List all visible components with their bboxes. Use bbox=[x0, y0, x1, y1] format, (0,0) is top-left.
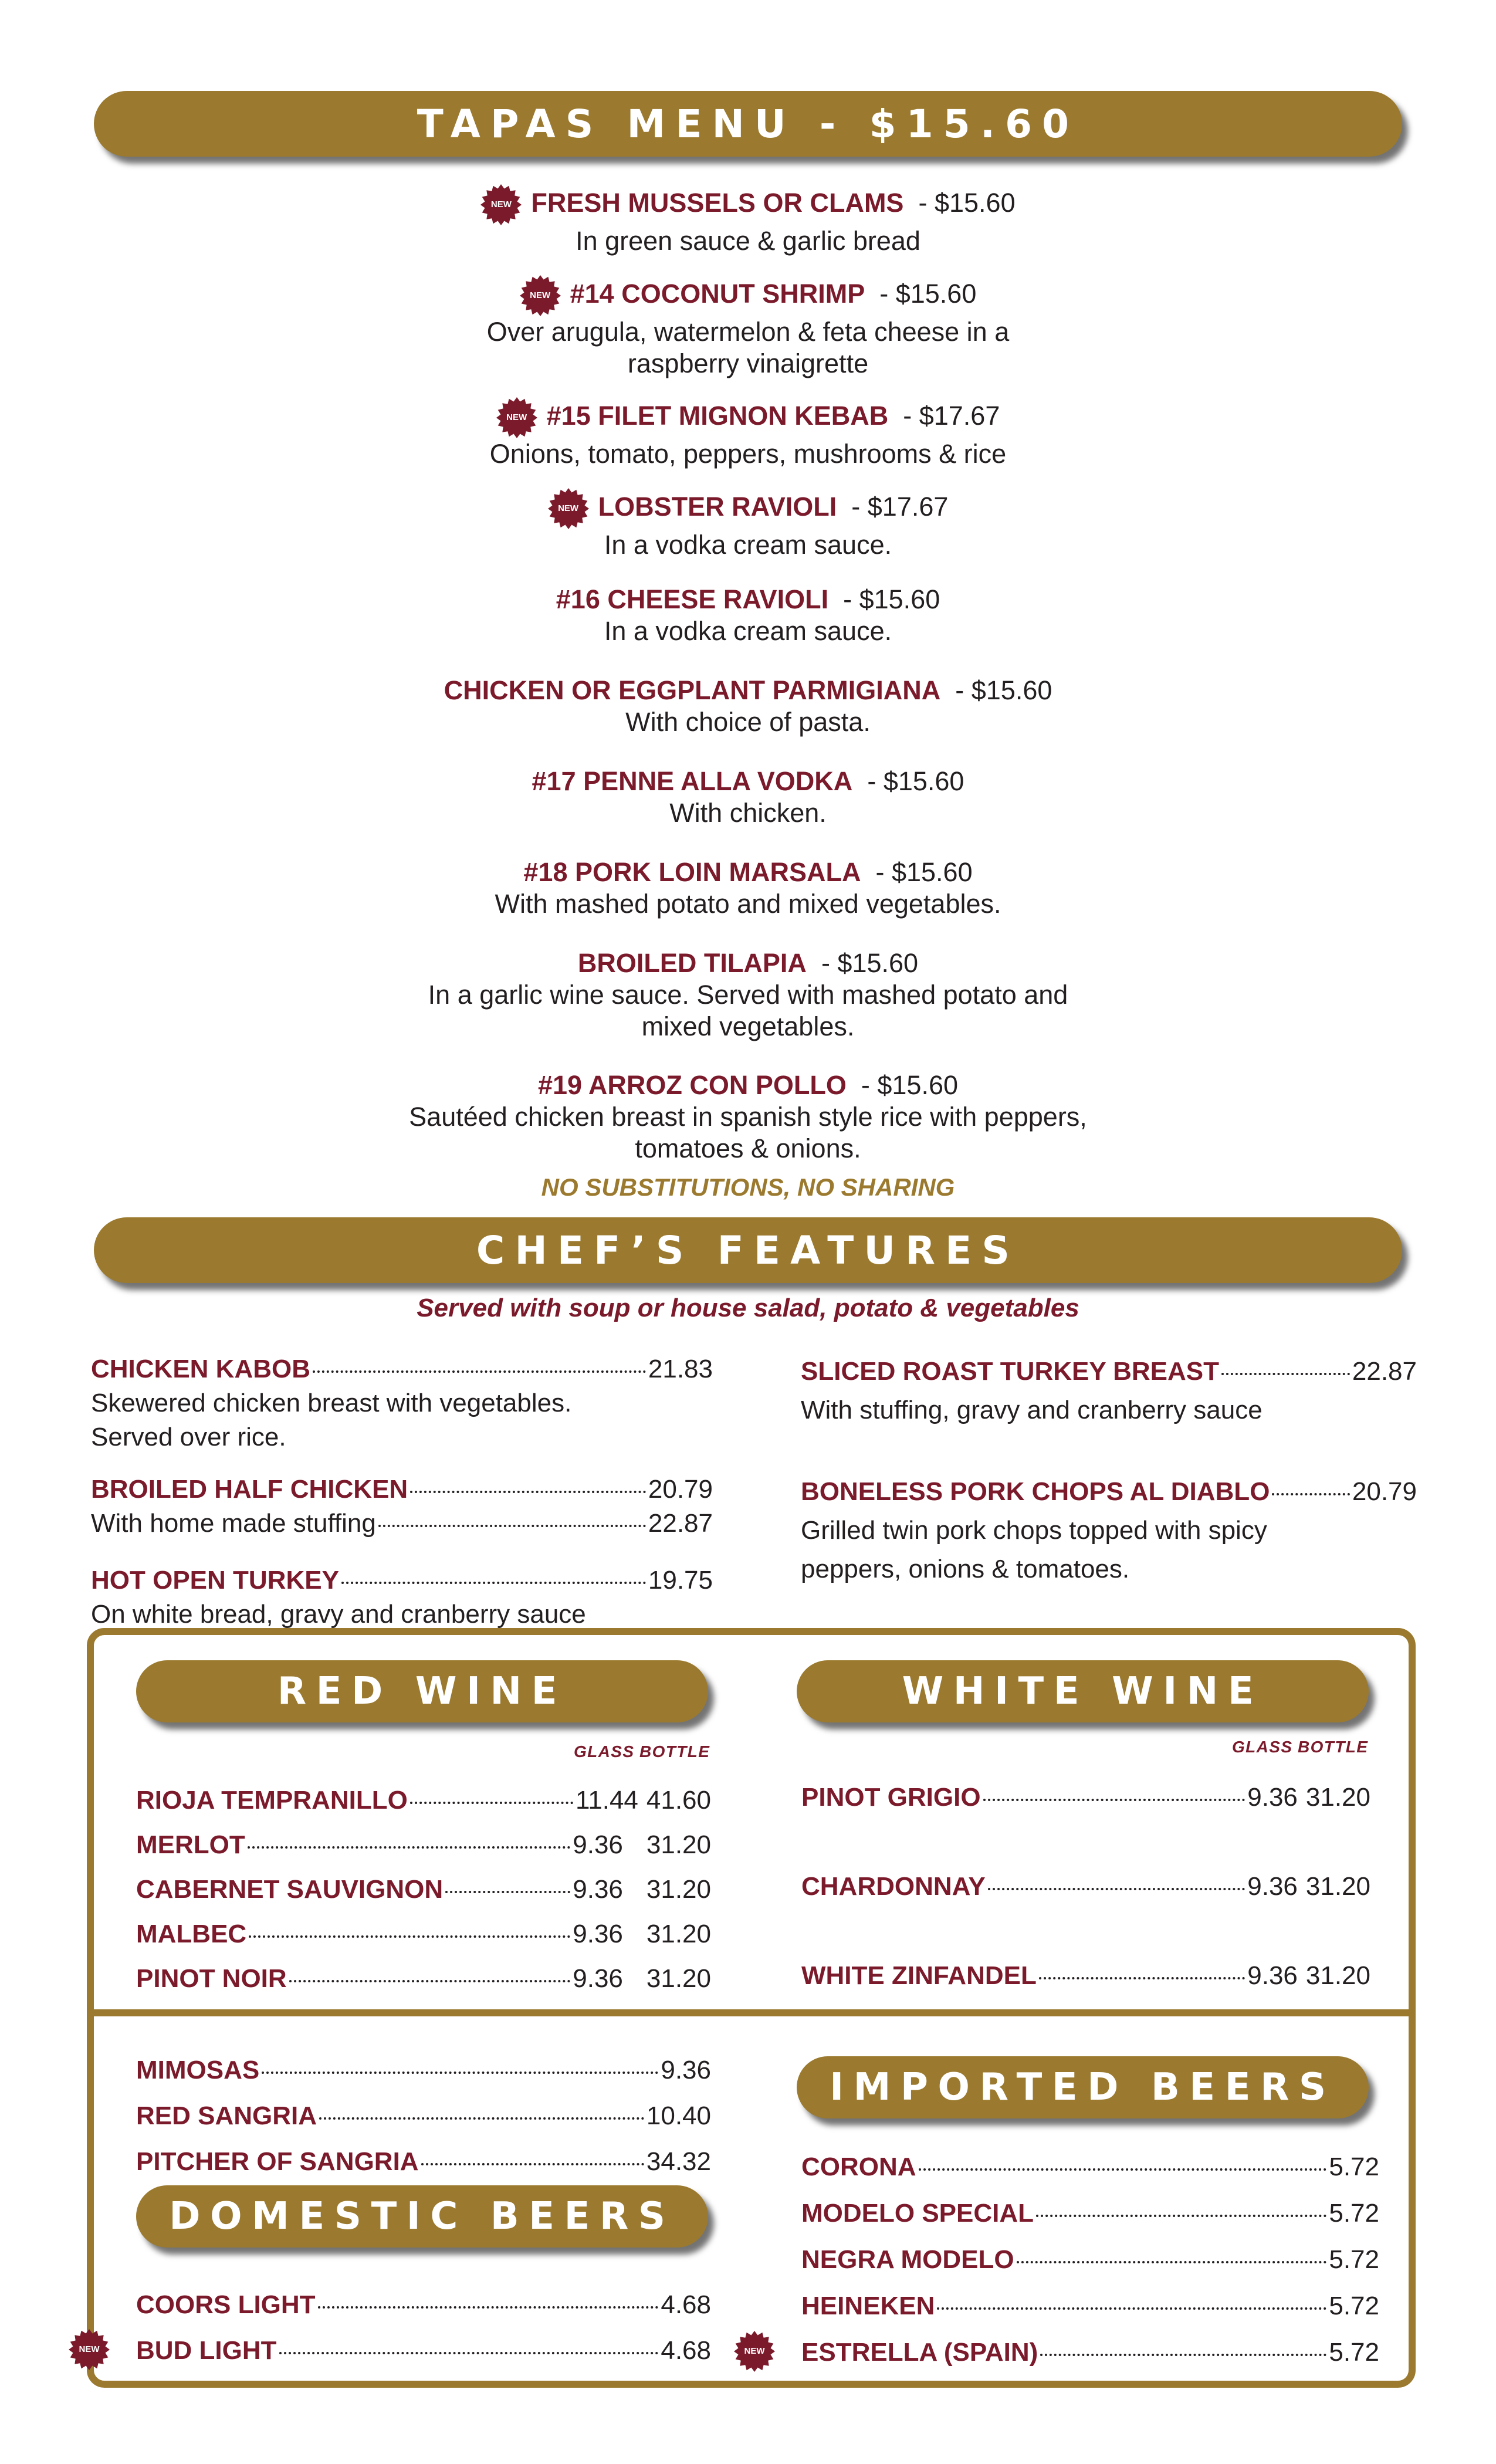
wine-name: MALBEC bbox=[136, 1920, 247, 1948]
red-bottle-header: BOTTLE bbox=[639, 1742, 710, 1761]
price-row bbox=[801, 2196, 1379, 2231]
leader-line bbox=[91, 1563, 713, 1597]
no-substitutions-note: NO SUBSTITUTIONS, NO SHARING bbox=[541, 1173, 955, 1201]
dot-leader bbox=[318, 2306, 659, 2309]
dot-leader bbox=[249, 1935, 570, 1938]
wine-bottle-price: 31.20 bbox=[1305, 1961, 1370, 1990]
new-badge-icon bbox=[69, 2329, 110, 2370]
item-name: BROILED HALF CHICKEN bbox=[91, 1475, 408, 1504]
item-price: 4.68 bbox=[661, 2336, 711, 2365]
dot-leader bbox=[262, 2072, 658, 2074]
tapas-item-description: mixed vegetables. bbox=[641, 1011, 855, 1041]
white-glass-header: GLASS bbox=[1232, 1738, 1293, 1756]
wine-bottle-price: 31.20 bbox=[646, 1875, 711, 1904]
tapas-item-heading bbox=[252, 675, 1244, 706]
item-price: 5.72 bbox=[1329, 2338, 1379, 2367]
wine-bottle-price: 31.20 bbox=[646, 1830, 711, 1859]
chef-feature-description: Grilled twin pork chops topped with spicy bbox=[801, 1516, 1267, 1545]
dot-leader bbox=[988, 1888, 1245, 1890]
tapas-item bbox=[252, 675, 1244, 738]
leader-line bbox=[91, 1473, 713, 1507]
new-badge-label: NEW bbox=[558, 503, 579, 513]
tapas-item bbox=[252, 280, 1244, 380]
wine-name: RIOJA TEMPRANILLO bbox=[136, 1786, 408, 1815]
imported-beers-title: IMPORTED BEERS bbox=[830, 2066, 1336, 2109]
wine-bottle-price: 31.20 bbox=[646, 1920, 711, 1948]
wine-name: PINOT NOIR bbox=[136, 1964, 287, 1993]
tapas-item-description: With choice of pasta. bbox=[625, 707, 871, 737]
dot-leader bbox=[378, 1525, 646, 1527]
dot-leader bbox=[289, 1980, 571, 1982]
chef-feature-description: peppers, onions & tomatoes. bbox=[801, 1555, 1130, 1583]
dot-leader bbox=[1040, 2354, 1326, 2356]
leader-line bbox=[91, 1352, 713, 1386]
wine-glass-price: 9.36 bbox=[573, 1920, 623, 1948]
chef-feature-description: With stuffing, gravy and cranberry sauce bbox=[801, 1396, 1263, 1424]
tapas-item-price: - $15.60 bbox=[879, 278, 977, 309]
imported-beers-banner bbox=[797, 2056, 1369, 2118]
item-price: 5.72 bbox=[1329, 2152, 1379, 2181]
tapas-item bbox=[252, 189, 1244, 257]
wine-bottle-price: 31.20 bbox=[1305, 1783, 1370, 1812]
price-row bbox=[136, 2099, 711, 2133]
tapas-banner bbox=[94, 91, 1402, 157]
item-price: 19.75 bbox=[648, 1566, 713, 1595]
item-name: PITCHER OF SANGRIA bbox=[136, 2147, 419, 2176]
tapas-item-description: With mashed potato and mixed vegetables. bbox=[495, 889, 1001, 919]
new-badge-icon bbox=[548, 488, 589, 529]
red-glass-header: GLASS bbox=[574, 1742, 635, 1761]
tapas-item bbox=[252, 584, 1244, 647]
tapas-item-description: raspberry vinaigrette bbox=[627, 348, 869, 378]
chef-feature-sub bbox=[91, 1507, 713, 1541]
item-name: BONELESS PORK CHOPS AL DIABLO bbox=[801, 1477, 1270, 1506]
item-name: HEINEKEN bbox=[801, 2292, 935, 2320]
dot-leader bbox=[1017, 2261, 1327, 2263]
dot-leader bbox=[421, 2163, 644, 2165]
dot-leader bbox=[1272, 1493, 1349, 1495]
wine-bottle-price: 31.20 bbox=[646, 1964, 711, 1993]
tapas-item-name: #19 ARROZ CON POLLO bbox=[537, 1070, 847, 1100]
tapas-item bbox=[252, 493, 1244, 561]
tapas-item-heading bbox=[252, 766, 1244, 797]
price-row bbox=[801, 2150, 1379, 2184]
red-wine-title: RED WINE bbox=[277, 1670, 567, 1713]
wine-row bbox=[136, 1783, 711, 1817]
item-price: 10.40 bbox=[646, 2101, 711, 2130]
tapas-item-heading bbox=[252, 488, 1244, 529]
tapas-item-name: #18 PORK LOIN MARSALA bbox=[523, 857, 861, 887]
wine-glass-price: 11.44 bbox=[576, 1786, 638, 1815]
wine-glass-price: 9.36 bbox=[1247, 1783, 1298, 1812]
dot-leader bbox=[279, 2352, 659, 2354]
chef-feature-description: On white bread, gravy and cranberry sauce bbox=[91, 1600, 586, 1629]
chef-feature-item bbox=[91, 1352, 713, 1454]
item-name: SLICED ROAST TURKEY BREAST bbox=[801, 1357, 1220, 1386]
tapas-item-name: #15 FILET MIGNON KEBAB bbox=[546, 400, 889, 431]
wine-name: WHITE ZINFANDEL bbox=[801, 1961, 1037, 1990]
tapas-item-description: With chicken. bbox=[669, 798, 827, 828]
leader-line bbox=[801, 1473, 1417, 1511]
tapas-item-price: - $15.60 bbox=[821, 948, 919, 978]
tapas-item-description: In a vodka cream sauce. bbox=[604, 616, 892, 646]
new-badge-label: NEW bbox=[530, 290, 551, 300]
tapas-item-heading bbox=[252, 584, 1244, 615]
wine-row bbox=[136, 1962, 711, 1996]
item-price: 5.72 bbox=[1329, 2199, 1379, 2228]
domestic-beers-title: DOMESTIC BEERS bbox=[169, 2195, 675, 2238]
red-wine-banner bbox=[136, 1660, 708, 1722]
dot-leader bbox=[319, 2117, 644, 2120]
wine-glass-price: 9.36 bbox=[1247, 1872, 1298, 1901]
dot-leader bbox=[410, 1802, 573, 1804]
wine-glass-price: 9.36 bbox=[1247, 1961, 1298, 1990]
wine-name: MERLOT bbox=[136, 1830, 245, 1859]
tapas-item-name: BROILED TILAPIA bbox=[577, 948, 807, 978]
dot-leader bbox=[248, 1846, 570, 1849]
item-sub-name: With home made stuffing bbox=[91, 1509, 376, 1538]
chef-feature-item bbox=[91, 1473, 713, 1541]
item-price: 5.72 bbox=[1329, 2245, 1379, 2274]
tapas-item-name: #17 PENNE ALLA VODKA bbox=[532, 766, 853, 796]
tapas-item-description: In a garlic wine sauce. Served with mashed potato and bbox=[428, 980, 1068, 1010]
wine-row bbox=[801, 1959, 1370, 1993]
leader-line bbox=[801, 1352, 1417, 1391]
tapas-item-description: Onions, tomato, peppers, mushrooms & rice bbox=[489, 439, 1007, 469]
item-price: 20.79 bbox=[1352, 1477, 1417, 1506]
tapas-item-description: Over arugula, watermelon & feta cheese in a bbox=[486, 317, 1010, 347]
item-name: COORS LIGHT bbox=[136, 2290, 316, 2319]
item-price: 5.72 bbox=[1329, 2292, 1379, 2320]
tapas-item-price: - $15.60 bbox=[843, 584, 940, 614]
chef-feature-description: Served over rice. bbox=[91, 1423, 286, 1451]
price-row bbox=[801, 2243, 1379, 2277]
price-row bbox=[136, 2053, 711, 2087]
item-name: NEGRA MODELO bbox=[801, 2245, 1014, 2274]
wine-glass-price: 9.36 bbox=[573, 1830, 623, 1859]
tapas-item-name: FRESH MUSSELS OR CLAMS bbox=[531, 187, 904, 218]
tapas-item-price: - $15.60 bbox=[875, 857, 973, 887]
new-badge-icon bbox=[480, 184, 522, 225]
tapas-item-price: - $15.60 bbox=[867, 766, 964, 796]
dot-leader bbox=[313, 1370, 646, 1373]
dot-leader bbox=[1039, 1977, 1245, 1979]
tapas-item-heading bbox=[252, 397, 1244, 438]
tapas-item-description: tomatoes & onions. bbox=[635, 1133, 861, 1163]
tapas-item-price: - $15.60 bbox=[861, 1070, 959, 1100]
chef-feature-item bbox=[801, 1352, 1417, 1430]
dot-leader bbox=[983, 1799, 1245, 1801]
tapas-item bbox=[252, 402, 1244, 470]
tapas-item bbox=[252, 857, 1244, 920]
tapas-item bbox=[252, 1069, 1244, 1165]
price-row bbox=[801, 2289, 1379, 2323]
tapas-item-description: In a vodka cream sauce. bbox=[604, 530, 892, 560]
dot-leader bbox=[1221, 1373, 1350, 1375]
tapas-item-price: - $17.67 bbox=[903, 400, 1000, 431]
chefs-banner bbox=[94, 1217, 1402, 1283]
item-price: 22.87 bbox=[1352, 1357, 1417, 1386]
tapas-item-heading bbox=[252, 947, 1244, 979]
new-badge-label: NEW bbox=[79, 2344, 100, 2354]
wine-row bbox=[136, 1917, 711, 1951]
chef-feature-item bbox=[801, 1473, 1417, 1589]
item-name: HOT OPEN TURKEY bbox=[91, 1566, 339, 1595]
tapas-item-heading bbox=[252, 857, 1244, 888]
tapas-item-price: - $17.67 bbox=[851, 491, 949, 522]
item-price: 20.79 bbox=[648, 1475, 713, 1504]
tapas-item-name: #16 CHEESE RAVIOLI bbox=[556, 584, 829, 614]
tapas-item-heading bbox=[252, 275, 1244, 316]
wine-bottle-price: 41.60 bbox=[646, 1786, 711, 1815]
item-price: 4.68 bbox=[661, 2290, 711, 2319]
item-name: MIMOSAS bbox=[136, 2056, 260, 2084]
dot-leader bbox=[937, 2307, 1326, 2310]
new-badge-icon bbox=[496, 397, 537, 438]
item-price: 9.36 bbox=[661, 2056, 711, 2084]
new-badge-icon bbox=[734, 2331, 775, 2372]
white-wine-title: WHITE WINE bbox=[902, 1670, 1264, 1713]
wine-glass-price: 9.36 bbox=[573, 1875, 623, 1904]
new-badge-icon bbox=[520, 275, 561, 316]
item-name: ESTRELLA (SPAIN) bbox=[801, 2338, 1038, 2367]
chef-feature-description: Skewered chicken breast with vegetables. bbox=[91, 1389, 572, 1417]
item-name: RED SANGRIA bbox=[136, 2101, 317, 2130]
wine-row bbox=[136, 1828, 711, 1862]
new-badge-label: NEW bbox=[506, 412, 527, 422]
wine-glass-price: 9.36 bbox=[573, 1964, 623, 1993]
new-badge-label: NEW bbox=[744, 2346, 765, 2356]
tapas-item-name: CHICKEN OR EGGPLANT PARMIGIANA bbox=[444, 675, 941, 705]
tapas-item-name: LOBSTER RAVIOLI bbox=[598, 491, 837, 522]
white-wine-banner bbox=[797, 1660, 1369, 1722]
tapas-item-description: Sautéed chicken breast in spanish style rice with peppers, bbox=[409, 1102, 1087, 1132]
item-name: CORONA bbox=[801, 2152, 916, 2181]
item-price: 21.83 bbox=[648, 1355, 713, 1383]
white-bottle-header: BOTTLE bbox=[1298, 1738, 1369, 1756]
item-name: CHICKEN KABOB bbox=[91, 1355, 310, 1383]
dot-leader bbox=[919, 2168, 1327, 2171]
dot-leader bbox=[410, 1491, 646, 1493]
wine-row bbox=[801, 1870, 1370, 1904]
price-row bbox=[744, 2336, 1379, 2370]
tapas-item-heading bbox=[252, 184, 1244, 225]
tapas-item-price: - $15.60 bbox=[955, 675, 1052, 705]
new-badge-label: NEW bbox=[490, 199, 512, 209]
domestic-beers-banner bbox=[136, 2185, 708, 2248]
wine-name: CABERNET SAUVIGNON bbox=[136, 1875, 444, 1904]
tapas-item-price: - $15.60 bbox=[918, 187, 1016, 218]
wine-bottle-price: 31.20 bbox=[1305, 1872, 1370, 1901]
tapas-item-heading bbox=[252, 1069, 1244, 1101]
chef-feature-item bbox=[91, 1563, 713, 1632]
price-row bbox=[136, 2288, 711, 2322]
wine-row bbox=[136, 1873, 711, 1907]
drinks-divider bbox=[94, 2009, 1409, 2016]
price-row bbox=[136, 2145, 711, 2179]
dot-leader bbox=[341, 1582, 646, 1584]
wine-name: PINOT GRIGIO bbox=[801, 1783, 981, 1812]
chefs-subtitle: Served with soup or house salad, potato & vegetables bbox=[417, 1294, 1079, 1322]
wine-row bbox=[801, 1781, 1370, 1815]
tapas-title: TAPAS MENU - $15.60 bbox=[417, 101, 1079, 147]
tapas-item-name: #14 COCONUT SHRIMP bbox=[570, 278, 865, 309]
tapas-item bbox=[252, 947, 1244, 1043]
price-row bbox=[79, 2334, 711, 2368]
dot-leader bbox=[445, 1891, 570, 1893]
dot-leader bbox=[1036, 2215, 1326, 2217]
item-name: BUD LIGHT bbox=[136, 2336, 277, 2365]
tapas-item bbox=[252, 766, 1244, 829]
chefs-title: CHEF’S FEATURES bbox=[476, 1227, 1020, 1273]
item-price: 34.32 bbox=[646, 2147, 711, 2176]
tapas-item-description: In green sauce & garlic bread bbox=[576, 226, 920, 256]
item-name: MODELO SPECIAL bbox=[801, 2199, 1034, 2228]
wine-name: CHARDONNAY bbox=[801, 1872, 986, 1901]
item-price: 22.87 bbox=[648, 1509, 713, 1538]
